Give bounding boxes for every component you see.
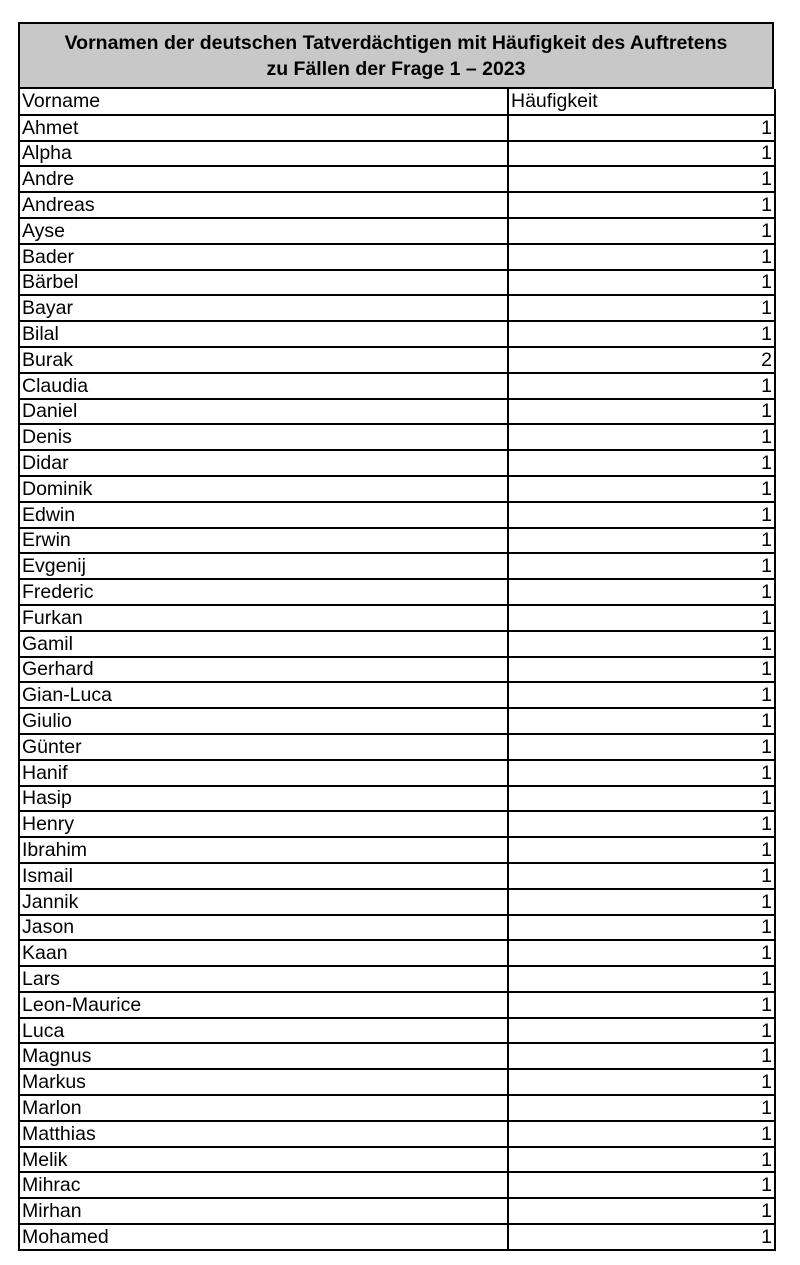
cell-vorname: Andre: [19, 166, 508, 192]
cell-haeufigkeit: 1: [508, 863, 775, 889]
cell-vorname: Markus: [19, 1069, 508, 1095]
cell-haeufigkeit: 1: [508, 889, 775, 915]
cell-vorname: Hanif: [19, 760, 508, 786]
table-row: [19, 141, 775, 167]
cell-vorname: Günter: [19, 734, 508, 760]
table-row: [19, 940, 775, 966]
cell-haeufigkeit: 1: [508, 605, 775, 631]
cell-haeufigkeit: 1: [508, 915, 775, 941]
table-row: [19, 295, 775, 321]
cell-vorname: Ahmet: [19, 115, 508, 141]
table-row: [19, 1121, 775, 1147]
cell-vorname: Marlon: [19, 1095, 508, 1121]
cell-haeufigkeit: 1: [508, 1147, 775, 1173]
header-row: [19, 89, 775, 115]
cell-vorname: Henry: [19, 811, 508, 837]
cell-vorname: Bayar: [19, 295, 508, 321]
table-row: [19, 1198, 775, 1224]
cell-vorname: Ibrahim: [19, 837, 508, 863]
cell-haeufigkeit: 1: [508, 1121, 775, 1147]
cell-vorname: Lars: [19, 966, 508, 992]
cell-haeufigkeit: 2: [508, 347, 775, 373]
cell-haeufigkeit: 1: [508, 424, 775, 450]
cell-vorname: Dominik: [19, 476, 508, 502]
table-row: [19, 1018, 775, 1044]
table-row: [19, 321, 775, 347]
table-row: [19, 734, 775, 760]
table-row: [19, 760, 775, 786]
table-row: [19, 889, 775, 915]
cell-haeufigkeit: 1: [508, 1095, 775, 1121]
cell-haeufigkeit: 1: [508, 166, 775, 192]
table-row: [19, 631, 775, 657]
table-row: [19, 708, 775, 734]
table-row: [19, 915, 775, 941]
cell-haeufigkeit: 1: [508, 708, 775, 734]
cell-haeufigkeit: 1: [508, 657, 775, 683]
cell-haeufigkeit: 1: [508, 1224, 775, 1250]
names-table: [18, 89, 776, 1251]
table-row: [19, 218, 775, 244]
cell-vorname: Alpha: [19, 141, 508, 167]
cell-haeufigkeit: 1: [508, 244, 775, 270]
cell-haeufigkeit: 1: [508, 115, 775, 141]
cell-haeufigkeit: 1: [508, 502, 775, 528]
table-row: [19, 657, 775, 683]
cell-vorname: Hasip: [19, 786, 508, 812]
cell-vorname: Edwin: [19, 502, 508, 528]
cell-vorname: Claudia: [19, 373, 508, 399]
cell-vorname: Daniel: [19, 399, 508, 425]
cell-haeufigkeit: 1: [508, 631, 775, 657]
cell-haeufigkeit: 1: [508, 837, 775, 863]
cell-vorname: Matthias: [19, 1121, 508, 1147]
cell-vorname: Mihrac: [19, 1172, 508, 1198]
table-title-line-2: zu Fällen der Frage 1 – 2023: [266, 57, 526, 80]
cell-vorname: Denis: [19, 424, 508, 450]
cell-vorname: Jannik: [19, 889, 508, 915]
table-row: [19, 553, 775, 579]
cell-vorname: Giulio: [19, 708, 508, 734]
cell-haeufigkeit: 1: [508, 1172, 775, 1198]
cell-vorname: Andreas: [19, 192, 508, 218]
cell-vorname: Luca: [19, 1018, 508, 1044]
table-row: [19, 811, 775, 837]
cell-vorname: Bader: [19, 244, 508, 270]
table-row: [19, 502, 775, 528]
table-row: [19, 347, 775, 373]
cell-haeufigkeit: 1: [508, 682, 775, 708]
table-row: [19, 192, 775, 218]
table-row: [19, 1043, 775, 1069]
table-row: [19, 579, 775, 605]
cell-vorname: Erwin: [19, 528, 508, 554]
cell-vorname: Jason: [19, 915, 508, 941]
cell-haeufigkeit: 1: [508, 1043, 775, 1069]
cell-haeufigkeit: 1: [508, 373, 775, 399]
cell-vorname: Didar: [19, 450, 508, 476]
table-title-line-1: Vornamen der deutschen Tatverdächtigen mit Häufigkeit des Auftretens: [64, 31, 728, 54]
table-row: [19, 373, 775, 399]
cell-vorname: Furkan: [19, 605, 508, 631]
cell-haeufigkeit: 1: [508, 992, 775, 1018]
cell-haeufigkeit: 1: [508, 579, 775, 605]
table-row: [19, 1172, 775, 1198]
table-row: [19, 786, 775, 812]
cell-vorname: Magnus: [19, 1043, 508, 1069]
cell-vorname: Kaan: [19, 940, 508, 966]
cell-haeufigkeit: 1: [508, 1018, 775, 1044]
table-row: [19, 528, 775, 554]
table-row: [19, 992, 775, 1018]
cell-haeufigkeit: 1: [508, 399, 775, 425]
cell-vorname: Frederic: [19, 579, 508, 605]
table-row: [19, 682, 775, 708]
cell-haeufigkeit: 1: [508, 270, 775, 296]
table-row: [19, 1069, 775, 1095]
cell-vorname: Mohamed: [19, 1224, 508, 1250]
cell-vorname: Bilal: [19, 321, 508, 347]
table-row: [19, 115, 775, 141]
cell-vorname: Gamil: [19, 631, 508, 657]
table-row: [19, 837, 775, 863]
cell-haeufigkeit: 1: [508, 1069, 775, 1095]
cell-vorname: Bärbel: [19, 270, 508, 296]
cell-haeufigkeit: 1: [508, 476, 775, 502]
table-row: [19, 424, 775, 450]
cell-haeufigkeit: 1: [508, 811, 775, 837]
cell-vorname: Leon-Maurice: [19, 992, 508, 1018]
cell-vorname: Gian-Luca: [19, 682, 508, 708]
cell-haeufigkeit: 1: [508, 321, 775, 347]
table-row: [19, 1095, 775, 1121]
cell-vorname: Evgenij: [19, 553, 508, 579]
cell-vorname: Burak: [19, 347, 508, 373]
table-row: [19, 399, 775, 425]
table-row: [19, 863, 775, 889]
table-row: [19, 1147, 775, 1173]
cell-vorname: Gerhard: [19, 657, 508, 683]
cell-haeufigkeit: 1: [508, 786, 775, 812]
cell-vorname: Mirhan: [19, 1198, 508, 1224]
table-row: [19, 1224, 775, 1250]
cell-haeufigkeit: 1: [508, 192, 775, 218]
cell-haeufigkeit: 1: [508, 141, 775, 167]
table-row: [19, 450, 775, 476]
table-row: [19, 476, 775, 502]
cell-vorname: Ayse: [19, 218, 508, 244]
cell-haeufigkeit: 1: [508, 218, 775, 244]
cell-haeufigkeit: 1: [508, 450, 775, 476]
table-row: [19, 166, 775, 192]
table-row: [19, 244, 775, 270]
cell-haeufigkeit: 1: [508, 1198, 775, 1224]
table-title: [18, 22, 774, 89]
column-header-vorname: Vorname: [19, 89, 508, 115]
cell-haeufigkeit: 1: [508, 966, 775, 992]
cell-vorname: Melik: [19, 1147, 508, 1173]
cell-haeufigkeit: 1: [508, 295, 775, 321]
cell-haeufigkeit: 1: [508, 760, 775, 786]
cell-haeufigkeit: 1: [508, 528, 775, 554]
table-row: [19, 966, 775, 992]
column-header-haeufigkeit: Häufigkeit: [508, 89, 775, 115]
table-row: [19, 270, 775, 296]
cell-haeufigkeit: 1: [508, 734, 775, 760]
cell-haeufigkeit: 1: [508, 940, 775, 966]
cell-haeufigkeit: 1: [508, 553, 775, 579]
cell-vorname: Ismail: [19, 863, 508, 889]
table-body: [19, 115, 775, 1250]
document-sheet: [18, 22, 774, 1251]
table-row: [19, 605, 775, 631]
